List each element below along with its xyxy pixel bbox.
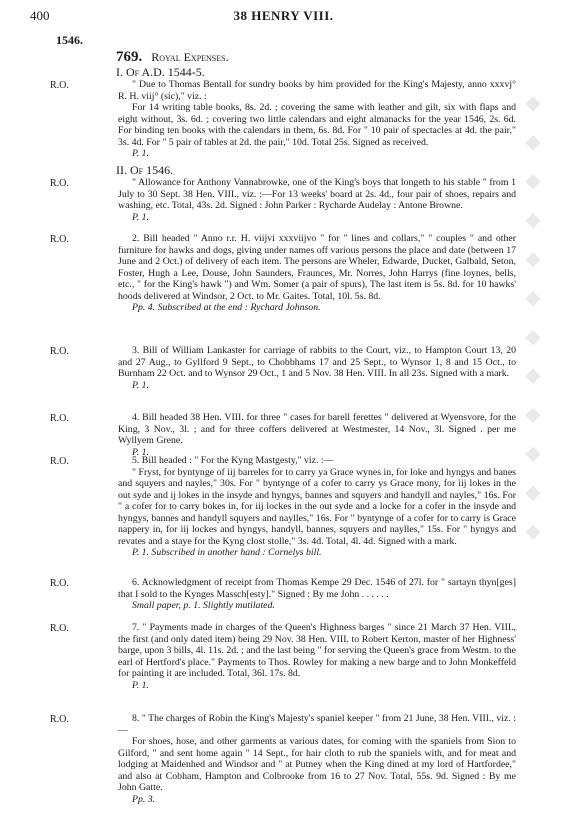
year-marker: 1546. xyxy=(56,33,83,47)
entry-paragraph: 3. Bill of William Lankaster for carriage of rabbits to the Court, viz., to Hampton Court 13, 20 and 27 Aug., to Gyllford 9 Sept., to Chobbhams 17 and 25 Sept., to Wynsor 1, 8 and 15 Oct., to Burnham 22 Oct. and to Wynsor 29 Oct., 1 and 5 Nov. 38 Hen. VIII. In all 23s. Signed with a mark. xyxy=(118,345,516,379)
entry xyxy=(118,713,516,805)
page-header xyxy=(0,8,567,24)
entry-ref: R.O. xyxy=(50,80,69,91)
watermark-image: ◆ ◆ ◆ ◆ ◆ ◆ ◆ ◆ ◆ ◆ ◆ ◆ xyxy=(521,90,545,547)
subsection-heading: II. Of 1546. xyxy=(116,163,174,177)
running-title: 38 HENRY VIII. xyxy=(233,8,334,23)
entry-note: P. 1. xyxy=(132,211,149,223)
entry-note: P. 1. xyxy=(132,679,149,691)
entry-ref: R.O. xyxy=(50,234,69,245)
entry-note: P. 1. xyxy=(132,148,149,159)
section-heading xyxy=(116,49,229,66)
entry xyxy=(118,455,516,559)
entry-note: P. 1. Subscribed in another hand : Cornelys bill. xyxy=(132,547,322,558)
page-number: 400 xyxy=(30,8,50,23)
entry-note: Pp. 3. xyxy=(132,793,156,805)
entry xyxy=(118,412,516,458)
section-title: Royal Expenses. xyxy=(151,50,229,64)
entry xyxy=(118,577,516,612)
entry-ref: R.O. xyxy=(50,178,69,189)
entry-ref: R.O. xyxy=(50,456,69,467)
entry-ref: R.O. xyxy=(50,346,69,357)
entry-paragraph: For 14 writing table books, 8s. 2d. ; covering the same with leather and gilt, six with flaps and eight without, 3s. 6d. ; covering two little calendars and eight almanacks for the year 1546, 2s. 6d. For binding ten books with the calendars in them, 6s. 8d. For " 10 pair of spectacles at 4d. the pair," 3s. 4d. For " 5 pair of tables at 2d. the pair," 10d. Total 25s. Signed as received. xyxy=(118,102,516,148)
entry-note: Pp. 4. Subscribed at the end : Rychard Johnson. xyxy=(132,302,321,313)
entry-paragraph: 2. Bill headed " Anno r.r. H. viijvi xxxviijvo " for " lines and collars," " couples " and other furniture for hawks and dogs, giving under names off various persons the place and date (between 17 June and 2 Oct.) of delivery of each item. The persons are Wheler, Edwarde, Ducket, Galbald, Seton, Foster, Hugh a Lee, Douse, John Saunders, Fraunces, Mr. Norres, John Harrys (fine loynes, bells, etc., " for the King's hawk ") and Wm. Somer (a pair of spurs), The last item is 5s. 8d. for 10 hawks' hoods delivered at Windsor, 2 Oct. to Mr. Gaites. Total, 10l. 5s. 8d. xyxy=(118,233,516,302)
entry-paragraph: 5. Bill headed : " For the Kyng Mastgesty," viz. :— xyxy=(132,455,334,466)
entry-paragraph: " Due to Thomas Bentall for sundry books by him provided for the King's Majesty, anno xxxvj° R. H. viij° (sic)," viz. : xyxy=(118,79,516,102)
entry-note: Small paper, p. 1. Slightly mutilated. xyxy=(132,600,275,611)
subsection-heading: I. Of A.D. 1544-5. xyxy=(116,65,205,79)
entry xyxy=(118,79,516,160)
entry-paragraph: For shoes, hose, and other garments at various dates, for coming with the spaniels from Sion to Gilford, " and sent home again " 14 Sept., for hair cloth to rub the spaniels with, and for meat and lodging at Maidenhed and Windsor and " at Putney when the King dined at my lord of Hartfordee," and also at Cobham, Hampton and Colbrooke from 16 to 27 Nov. Total, 55s. 9d. Signed : By me John Gatte. xyxy=(118,736,516,793)
entry-paragraph: " Allowance for Anthony Vannabrowke, one of the King's boys that longeth to his stable " from 1 July to 30 Sept. 38 Hen. VIII., viz. :—For 13 weeks' board at 2s. 4d., four pair of shoes, repairs and washing, etc. Total, 43s. 2d. Signed : John Parker : Rycharde Audelay : Antone Browne. xyxy=(118,177,516,211)
entry-paragraph: 6. Acknowledgment of receipt from Thomas Kempe 29 Dec. 1546 of 27l. for " sartayn thyn[ges] that I sold to the Kynges Massch[esty]." Signed : By me John . . . . . . xyxy=(118,577,516,600)
entry xyxy=(118,177,516,223)
entry-ref: R.O. xyxy=(50,413,69,424)
entry-paragraph: 8. " The charges of Robin the King's Majesty's spaniel keeper " from 21 June, 38 Hen. VIII., viz. :— xyxy=(118,713,516,736)
entry-paragraph: 4. Bill headed 38 Hen. VIII. for three " cases for barell ferettes " delivered at Wyensvore, for the King, 3 Nov., 3l. ; and for three coffers delivered at Westmester, 14 Nov., 3l. Signed . per me Wyllyem Grene. xyxy=(118,412,516,446)
entry-paragraph: " Fryst, for byntynge of iij barreles for to carry ya Grace wynes in, for loke and hyngys and banes and squyers and nayles," 30s. For " byntynge of a cofer to carry ys Grace mony, for iij lokes in the out syde and ij lokes in the insyde and hyngys, bannes and squyers and handyll and nayles," 16s. For " a cofer for to carry bokes in, for iij lockes in the out syde and a locke for a cofer in the insyde and hyngys, bannes and handyll squyers and naylles," 16s. For " byntynge of a cofer for to carry is Grace nappery in, for iij lockes and hyngys, handyll, bannes, squyers and naylles," 15s. For " hyngys and revates and a staye for the Kyng clost stolle," 3s. 4d. Total, 4l. 4d. Signed with a mark. xyxy=(118,466,516,547)
entry-paragraph: 7. " Payments made in charges of the Queen's Highness barges " since 21 March 37 Hen. VIII., the first (and only dated item) being 29 Nov. 38 Hen. VIII. to Robert Kerton, master of her Highness' barge, upon 3 bills, 4l. 11s. 2d. ; and the last being " for serving the Queen's grace from Westm. to the earl of Hertford's place." Payments to Thos. Rowley for making a new barge and to John Monkeffeld for painting it are included. Total, 36l. 17s. 8d. xyxy=(118,622,516,679)
entry xyxy=(118,622,516,691)
entry-ref: R.O. xyxy=(50,578,69,589)
entry xyxy=(118,345,516,391)
entry-ref: R.O. xyxy=(50,623,69,634)
section-number: 769. xyxy=(116,49,143,65)
entry-ref: R.O. xyxy=(50,714,69,725)
entry-note: P. 1. xyxy=(132,446,149,458)
entry xyxy=(118,233,516,314)
entry-note: P. 1. xyxy=(132,379,149,391)
